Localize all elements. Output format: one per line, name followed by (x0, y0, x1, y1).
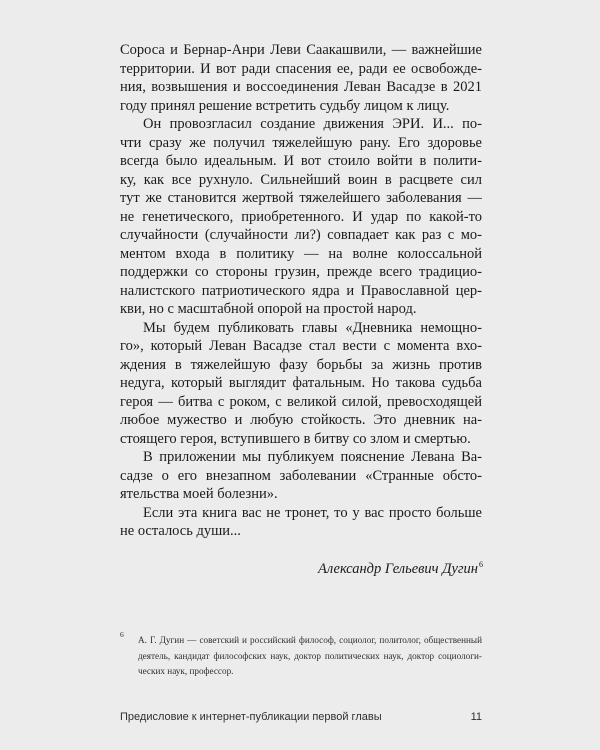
paragraph (120, 319, 482, 449)
text-line: ния, возвышения и воссоединения Леван Васадзе в 2021 (120, 79, 482, 95)
text-line: случайности (случайности ли?) совпадает как раз с мо- (120, 227, 482, 243)
footnote-reference: 6 (479, 560, 483, 569)
footnote (120, 630, 482, 680)
body-text (120, 41, 482, 541)
text-line: налистского патриотического ядра и Православной цер- (120, 282, 482, 299)
footnote-line: деятель, кандидат философских наук, доктор политических наук, доктор социологи- (138, 650, 482, 661)
text-line: чти сразу же получил тяжелейшую рану. Его здоровье (120, 134, 482, 151)
text-line: тут же становится жертвой тяжелейшего заболевания — (120, 190, 482, 206)
text-line: героя — битва с роком, с великой силой, превосходящей (120, 393, 482, 410)
text-line: любое мужество и любую стойкость. Это дневник на- (120, 412, 482, 428)
text-line: го», который Леван Васадзе стал вести с момента вхо- (120, 338, 482, 354)
footnote-text (138, 633, 482, 680)
text-line: В приложении мы публикуем пояснение Левана Ва- (143, 449, 482, 465)
page-number: 11 (470, 711, 482, 723)
text-line: территории. И вот ради спасения ее, ради ее освобожде- (120, 60, 482, 77)
paragraph (120, 41, 482, 115)
text-line: Сороса и Бернар-Анри Леви Саакашвили, — важнейшие (120, 42, 482, 58)
paragraph (120, 115, 482, 319)
paragraph (120, 448, 482, 504)
text-line: не генетического, приобретенного. И удар по какой-то (120, 208, 482, 225)
running-title: Предисловие к интернет-публикации первой главы (120, 711, 382, 723)
text-line: ку, как все рухнуло. Сильнейший воин в расцвете сил (120, 171, 482, 188)
text-line: Мы будем публиковать главы «Дневника немощно- (143, 319, 482, 336)
footnote-number: 6 (120, 630, 124, 639)
text-line: Если эта книга вас не тронет, то у вас просто больше (143, 504, 482, 521)
footnote-line: ческих наук, профессор. (138, 666, 234, 676)
text-line: стоящего героя, вступившего в битву со злом и смертью. (120, 430, 471, 447)
text-line: не осталось души... (120, 523, 241, 539)
text-line: Он провозгласил создание движения ЭРИ. И... по- (143, 116, 482, 132)
text-line: ятельства моей болезни». (120, 486, 278, 502)
text-line: недуга, который выглядит фатальным. Но такова судьба (120, 375, 482, 391)
signature-name: Александр Гельевич Дугин (317, 561, 478, 577)
text-line: садзе о его внезапном заболевании «Странные обсто- (120, 467, 482, 484)
paragraph (120, 504, 482, 541)
text-line: году принял решение встретить судьбу лицом к лицу. (120, 97, 450, 114)
author-signature (318, 560, 483, 579)
text-line: всегда было идеальным. И вот стоило войти в полити- (120, 153, 482, 169)
text-line: ждения в тяжелейшую фазу борьбы за жизнь против (120, 356, 482, 373)
page-footer (120, 709, 482, 725)
text-line: ментом входа в политику — на волне колоссальной (120, 245, 482, 262)
text-line: поддержки со стороны грузин, прежде всего традицио- (120, 264, 482, 280)
text-line: кви, но с масштабной опорой на простой народ. (120, 301, 417, 317)
footnote-line: А. Г. Дугин — советский и российский философ, социолог, политолог, общественный (138, 635, 482, 645)
